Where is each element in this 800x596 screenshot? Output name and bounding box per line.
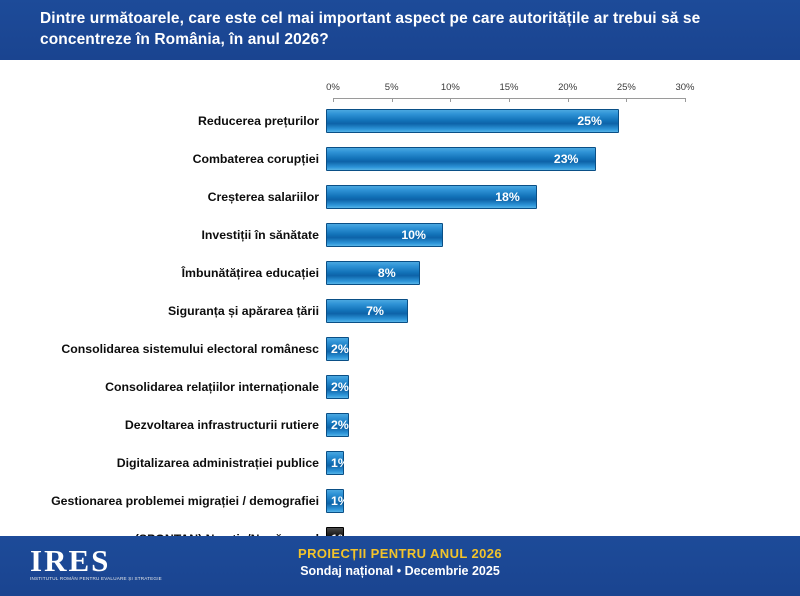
- bar-track: [326, 254, 800, 292]
- page-title: Dintre următoarele, care este cel mai important aspect pe care autoritățile ar trebui să se concentreze în România, în anul 2026?: [40, 10, 701, 48]
- bar-value-label: 25%: [577, 114, 602, 128]
- category-label: Dezvoltarea infrastructurii rutiere: [124, 417, 319, 432]
- footer-caption: [180, 546, 620, 578]
- chart-row: [0, 482, 800, 520]
- bar-track: [326, 292, 800, 330]
- chart-plot-area: [0, 60, 800, 536]
- bar-value-label: 2%: [331, 380, 349, 394]
- header-banner: [0, 0, 800, 60]
- category-label: Gestionarea problemei migrației / demografiei: [51, 493, 319, 508]
- footer-study-meta: Sondaj național • Decembrie 2025: [300, 564, 500, 578]
- bar-value-label: 10%: [401, 228, 426, 242]
- bar: [326, 109, 619, 133]
- x-axis-tick-label: 5%: [384, 82, 399, 93]
- bar-track: [326, 406, 800, 444]
- footer-banner: [0, 536, 800, 596]
- x-axis-tick-mark: [450, 98, 451, 102]
- chart-container: [0, 60, 800, 536]
- chart-row: [0, 368, 800, 406]
- bar-value-label: 23%: [553, 152, 579, 166]
- bar-track: [326, 140, 800, 178]
- chart-row: [0, 444, 800, 482]
- x-axis-tick-mark: [626, 98, 627, 102]
- x-axis-tick-mark: [333, 98, 334, 102]
- chart-row: [0, 102, 800, 140]
- chart-row: [0, 216, 800, 254]
- bar-track: [326, 444, 800, 482]
- bar-value-label: 2%: [331, 418, 349, 432]
- bar-track: [326, 482, 800, 520]
- x-axis-tick-label: 10%: [440, 82, 460, 93]
- logo-wordmark: IRES: [30, 543, 111, 578]
- ires-logo: [30, 544, 160, 590]
- x-axis-tick-label: 30%: [675, 82, 695, 93]
- bar-track: [326, 216, 800, 254]
- footer-study-title: PROIECȚII PENTRU ANUL 2026: [298, 546, 502, 561]
- bar-value-label: 2%: [331, 342, 349, 356]
- chart-bar-rows: [0, 102, 800, 558]
- category-label: Îmbunătățirea educației: [181, 265, 319, 280]
- category-label: Siguranța și apărarea țării: [167, 303, 319, 318]
- bar-value-label: 8%: [377, 266, 396, 280]
- bar-track: [326, 368, 800, 406]
- x-axis-tick-mark: [685, 98, 686, 102]
- logo-subtitle: INSTITUTUL ROMÂN PENTRU EVALUARE ȘI STRATEGIE: [30, 576, 162, 581]
- chart-row: [0, 140, 800, 178]
- x-axis-tick-label: 25%: [616, 82, 636, 93]
- category-label: Consolidarea sistemului electoral românesc: [61, 341, 319, 356]
- bar-value-label: 1%: [331, 494, 349, 508]
- chart-row: [0, 292, 800, 330]
- bar-value-label: 7%: [366, 304, 384, 318]
- x-axis-tick-mark: [392, 98, 393, 102]
- x-axis-tick-mark: [509, 98, 510, 102]
- category-label: Consolidarea relațiilor internaționale: [105, 379, 319, 394]
- bar-track: [326, 102, 800, 140]
- x-axis-tick-labels: [326, 82, 695, 96]
- bar-track: [326, 330, 800, 368]
- chart-row: [0, 178, 800, 216]
- bar-track: [326, 178, 800, 216]
- chart-row: [0, 406, 800, 444]
- category-label: Combaterea corupției: [192, 151, 319, 166]
- x-axis-tick-label: 0%: [326, 82, 340, 93]
- x-axis-tick-mark: [568, 98, 569, 102]
- category-label: Digitalizarea administrației publice: [116, 455, 319, 470]
- category-label: Creșterea salariilor: [207, 189, 319, 204]
- bar-value-label: 18%: [495, 190, 520, 204]
- bar: [326, 261, 420, 285]
- x-axis-tick-label: 15%: [499, 82, 519, 93]
- chart-row: [0, 254, 800, 292]
- category-label: Investiții în sănătate: [201, 227, 319, 242]
- category-label: Reducerea prețurilor: [198, 113, 319, 128]
- bar-value-label: 1%: [331, 456, 349, 470]
- chart-row: [0, 330, 800, 368]
- x-axis-tick-label: 20%: [558, 82, 578, 93]
